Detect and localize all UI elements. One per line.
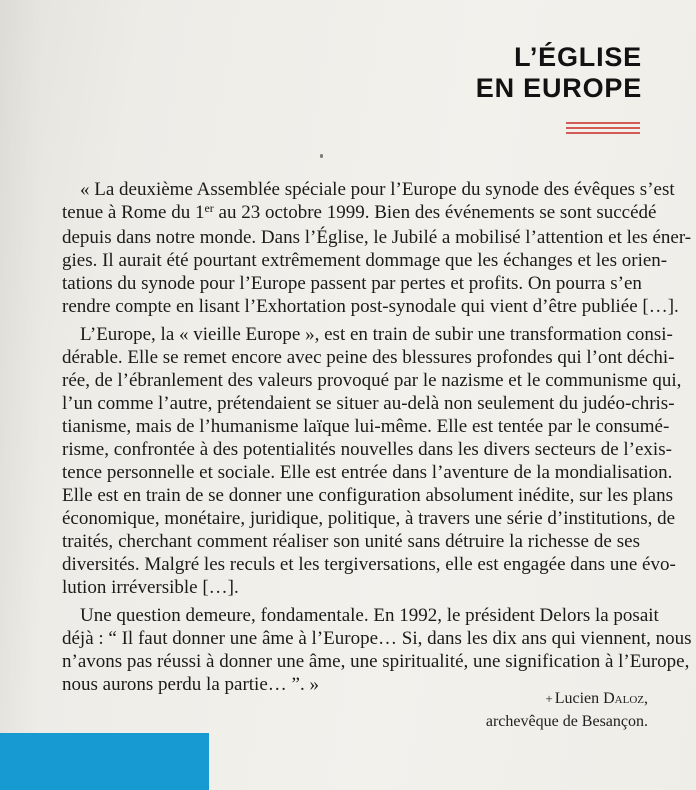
signature-surname: Daloz <box>603 690 644 707</box>
paragraph-line: dérable. Elle se remet encore avec peine des blessures profondes qui l’ont déchi- <box>62 347 675 368</box>
paragraph-line: nous aurons perdu la partie… ”. » <box>62 674 319 695</box>
paragraph-line: n’avons pas réussi à donner une âme, une spiritualité, une signification à l’Europe, <box>62 651 690 672</box>
paragraph-line: tations du synode pour l’Europe passent par pertes et profits. On pourra s’en <box>62 273 642 294</box>
page-shadow <box>0 0 42 790</box>
paragraph-line: depuis dans notre monde. Dans l’Église, le Jubilé a mobilisé l’attention et les éner- <box>62 227 692 248</box>
accent-rule-2 <box>566 127 640 129</box>
accent-rule-1 <box>566 122 640 124</box>
title-accent-rule <box>566 122 640 137</box>
paragraph-line: rendre compte en lisant l’Exhortation post-synodale qui vient d’être publiée […]. <box>62 296 679 317</box>
paragraph-line: risme, confrontée à des potentialités nouvelles dans les divers secteurs de l’exis- <box>62 439 672 460</box>
accent-rule-3 <box>566 132 640 134</box>
signature <box>486 687 648 733</box>
paragraph-line: déjà : “ Il faut donner une âme à l’Europe… Si, dans les dix ans qui viennent, nous <box>62 628 692 649</box>
signature-title: archevêque de Besançon. <box>485 713 648 730</box>
title-line-1: L’ÉGLISE <box>514 42 642 72</box>
paragraph-line: gies. Il aurait été pourtant extrêmement dommage que les échanges et les orien- <box>62 250 668 271</box>
paragraph-line: économique, monétaire, juridique, politique, à travers une série d’institutions, de <box>62 508 676 529</box>
signature-comma: , <box>644 690 648 707</box>
superscript-er: er <box>204 201 214 215</box>
signature-first-name: Lucien <box>554 690 604 707</box>
paragraph-line: lution irréversible […]. <box>62 577 239 598</box>
paragraph-line: Elle est en train de se donner une configuration absolument inédite, sur les plans <box>62 485 673 506</box>
paragraph-line: tianisme, mais de l’humanisme laïque lui-même. Elle est tentée par le consumé- <box>62 416 670 437</box>
paragraph-line: diversités. Malgré les reculs et les tergiversations, elle est engagée dans une évo- <box>62 554 676 575</box>
paragraph-line <box>62 201 657 226</box>
paragraph-1 <box>62 178 692 318</box>
paragraph-line: « La deuxième Assemblée spéciale pour l’Europe du synode des évêques s’est <box>80 179 675 200</box>
paragraph-2 <box>62 323 682 599</box>
quote-text <box>62 178 692 696</box>
title-line-2: EN EUROPE <box>475 73 642 103</box>
small-mark <box>320 154 323 158</box>
paragraph-line: Une question demeure, fondamentale. En 1992, le président Delors la posait <box>80 605 659 626</box>
paragraph-line: l’un comme l’autre, prétendaient se situer au-delà non seulement du judéo-chris- <box>62 393 675 414</box>
cross-mark: + <box>545 691 553 706</box>
paragraph-line: L’Europe, la « vieille Europe », est en train de subir une transformation consi- <box>80 324 673 345</box>
paragraph-line: traités, cherchant comment réaliser son unité sans détruire la richesse de ses <box>62 531 640 552</box>
blue-color-band <box>0 733 209 790</box>
line-text: au 23 octobre 1999. Bien des événements se sont succédé <box>213 202 657 223</box>
signature-name <box>486 687 648 710</box>
paragraph-3 <box>62 604 692 696</box>
paragraph-line: rée, de l’ébranlement des valeurs provoqué par le nazisme et le communisme qui, <box>62 370 682 391</box>
paragraph-line: tence personnelle et sociale. Elle est entrée dans l’aventure de la mondialisation. <box>62 462 673 483</box>
page-title <box>476 42 642 104</box>
line-text: tenue à Rome du 1 <box>62 202 205 223</box>
